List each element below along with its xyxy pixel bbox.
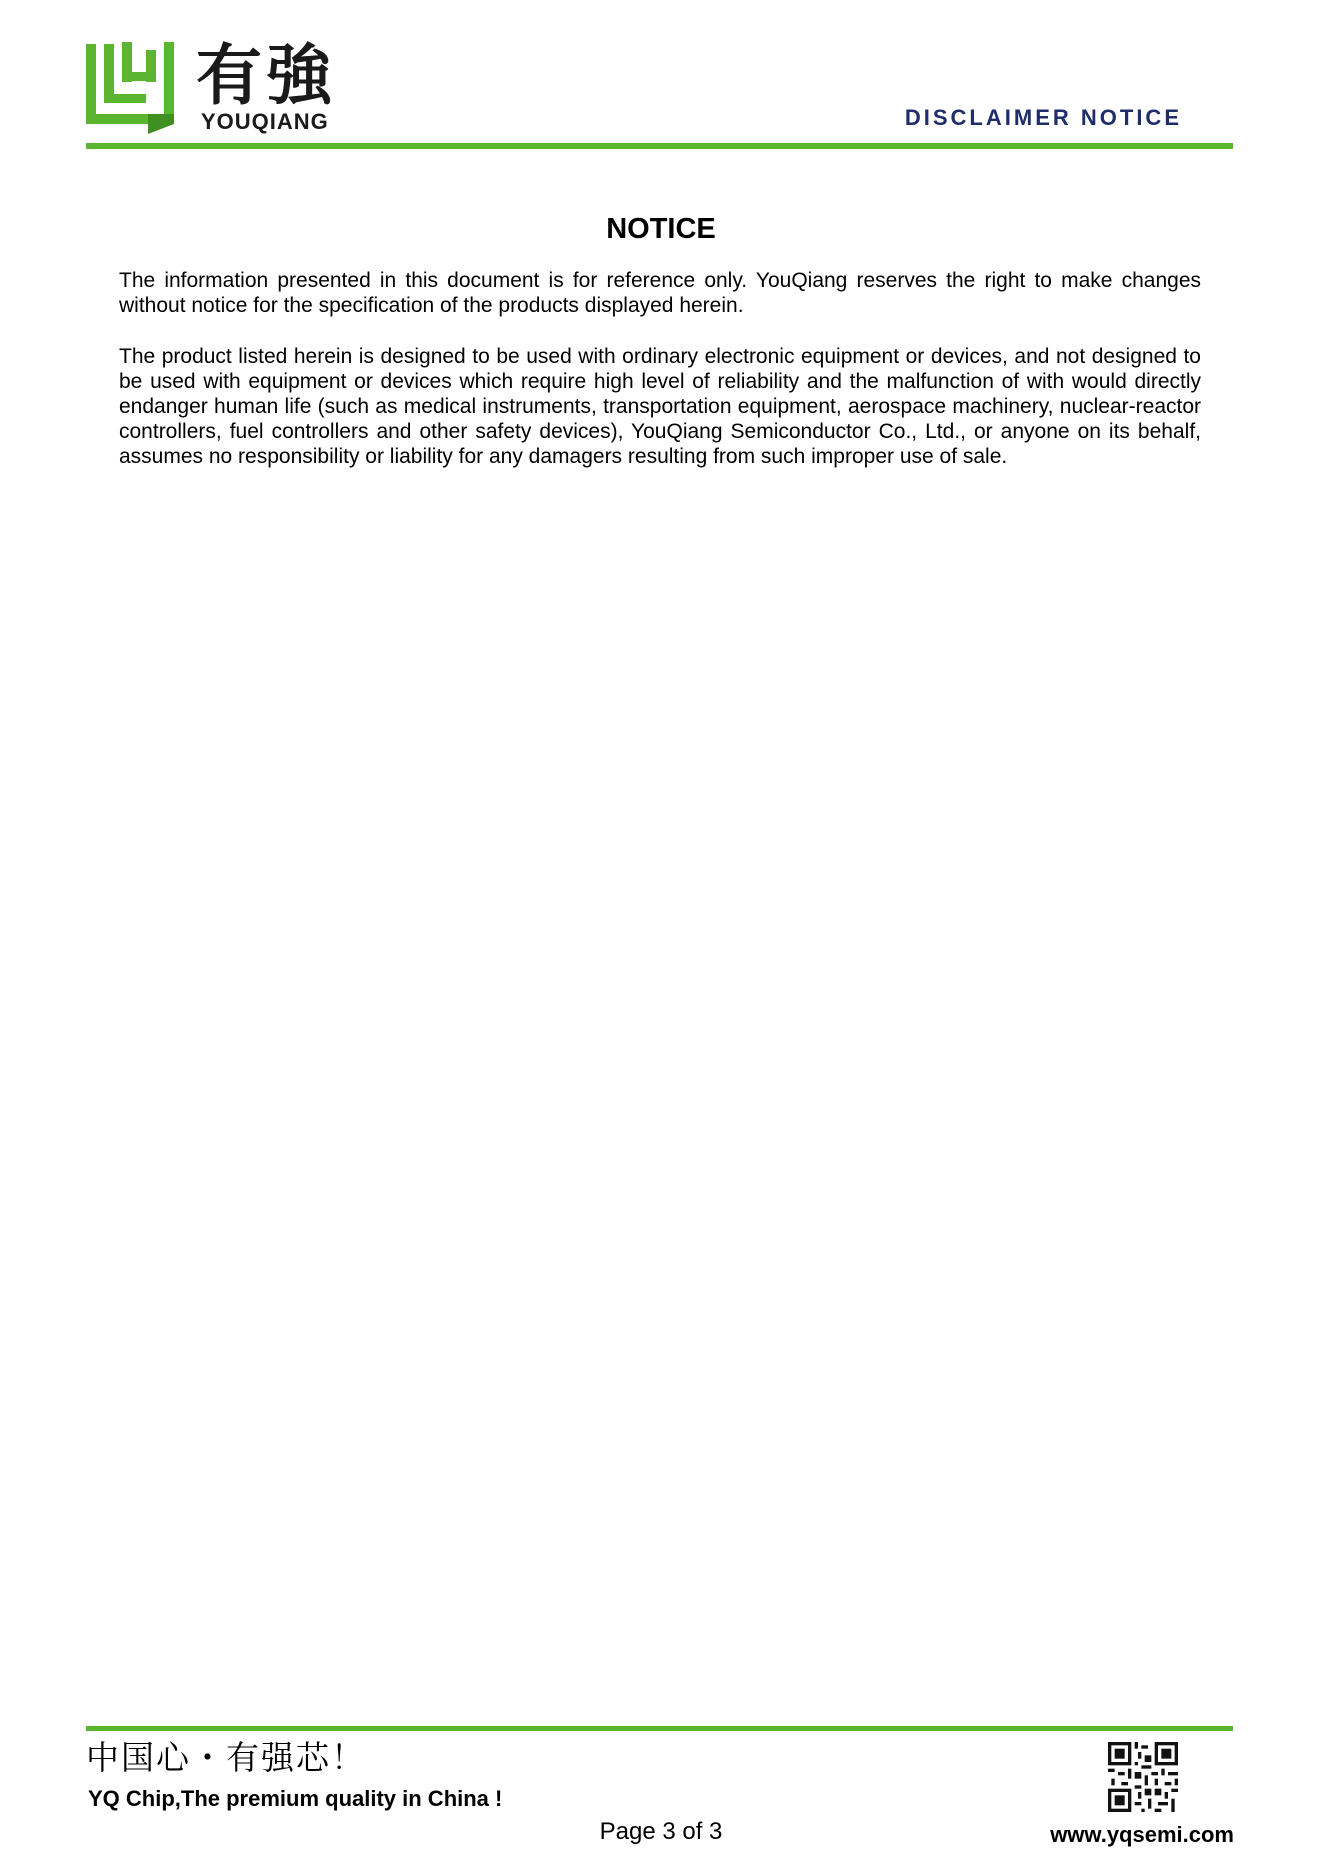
logo-english-name: YOUQIANG — [201, 109, 329, 134]
website-link[interactable]: www.yqsemi.com — [1050, 1822, 1234, 1847]
notice-paragraph-1: The information presented in this document is for reference only. YouQiang reserves the right to make changes without notice for the specification of the products displayed herein. — [119, 269, 1201, 317]
document-type-label: DISCLAIMER NOTICE — [904, 105, 1182, 130]
footer-slogan-english: YQ Chip,The premium quality in China ! — [88, 1786, 503, 1811]
footer-slogan-chinese: 中国心・有强芯！ — [86, 1738, 366, 1777]
logo-chinese-name: 有強 — [196, 37, 336, 114]
page-number: Page 3 of 3 — [599, 1818, 723, 1845]
youqiang-logo-icon — [86, 42, 182, 134]
notice-paragraph-2: The product listed herein is designed to be used with ordinary electronic equipment or devices, and not designed to be used with equipment or devices which require high level of reliability and the malfunction of with would directly endanger human life (such as medical instruments, transportation equipment, aerospace machinery, nuclear-reactor controllers, fuel controllers and other safety devices), YouQiang Semiconductor Co., Ltd., or anyone on its behalf, assumes no responsibility or liability for any damagers resulting from such improper use of sale. — [119, 345, 1201, 468]
notice-title: NOTICE — [606, 213, 716, 245]
header-divider — [86, 143, 1233, 149]
footer-divider — [86, 1726, 1233, 1731]
qr-code-icon — [1108, 1742, 1178, 1812]
